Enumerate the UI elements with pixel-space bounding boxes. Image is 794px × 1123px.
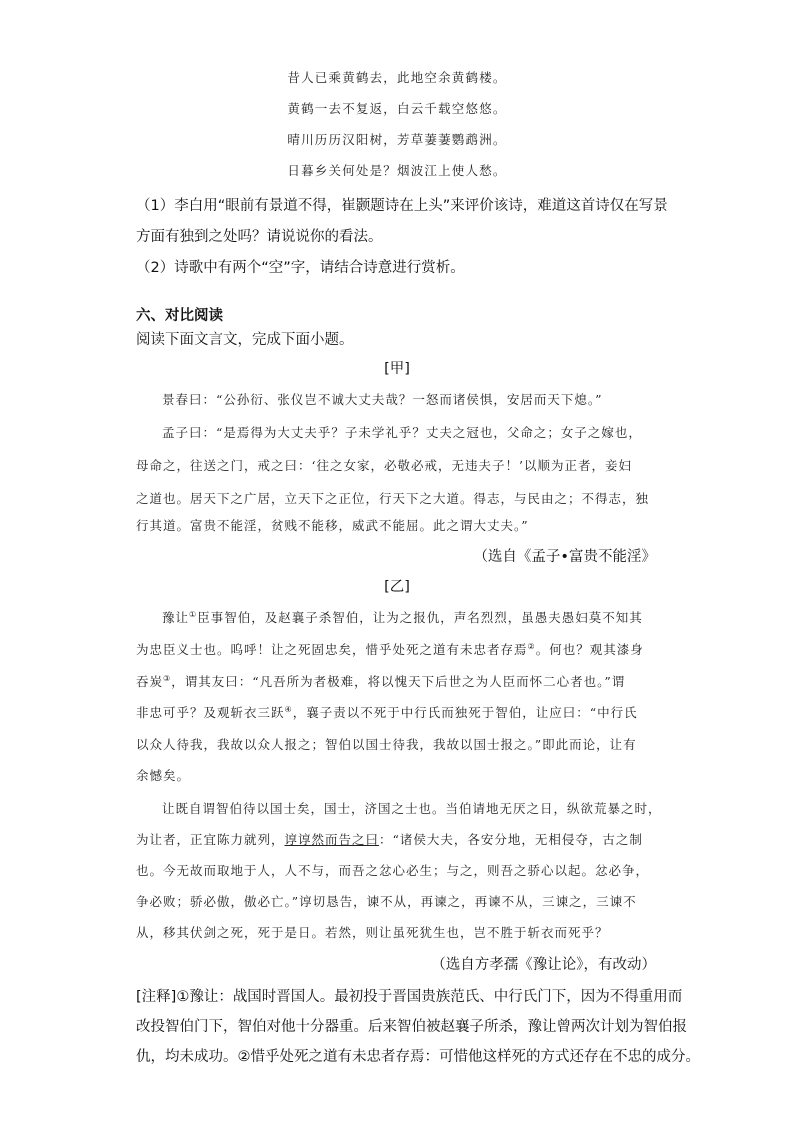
annotation-line: [注释]①豫让：战国时晋国人。最初投于晋国贵族范氏、中行氏门下，因为不得重用而 — [136, 989, 683, 1005]
passage-yi-line: 从，移其伏剑之死，死于是日。若然，则让虽死犹生也，岂不胜于斩衣而死乎？ — [136, 925, 609, 940]
passage-yi-line: 吞炭③，谓其友曰：“凡吾所为者极难，将以愧天下后世之为人臣而怀二心者也。”谓 — [136, 673, 626, 689]
annotation-line: 改投智伯门下，智伯对他十分器重。后来智伯被赵襄子所杀，豫让曾两次计划为智伯报 — [136, 1019, 687, 1035]
poem-line: 昔人已乘黄鹤去，此地空余黄鹤楼。 — [287, 70, 507, 85]
question-2: （2）诗歌中有两个“空”字，请结合诗意进行赏析。 — [136, 260, 465, 276]
passage-yi-source: （选自方孝孺《豫让论》，有改动） — [431, 957, 656, 973]
underlined-sentence: 谆谆然而告之曰 — [284, 832, 380, 847]
passage-yi-line: 非忠可乎？及观斩衣三跃④，襄子责以不死于中行氏而独死于智伯，让应曰：“中行氏 — [136, 704, 638, 720]
question-1: （1）李白用“眼前有景道不得，崔颢题诗在上头”来评价该诗，难道这首诗仅在写景 — [136, 198, 668, 214]
passage-yi-line: 争必败；骄必傲，傲必亡。”谆切恳告，谏不从，再谏之，再谏不从，三谏之，三谏不 — [136, 894, 637, 909]
passage-yi-line: 以众人待我，我故以众人报之；智伯以国士待我，我故以国士报之。”即此而论，让有 — [136, 737, 637, 752]
section-title: 六、对比阅读 — [136, 308, 223, 324]
passage-jia-source: （选自《孟子•富贵不能淫》 — [473, 549, 656, 565]
passage-yi-line: 让既自谓智伯待以国士矣，国士，济国之士也。当伯请地无厌之日，纵欲荒暴之时， — [162, 801, 662, 816]
passage-jia-line: 孟子曰：“是焉得为大丈夫乎？子未学礼乎？丈夫之冠也，父命之；女子之嫁也， — [162, 425, 642, 440]
passage-jia-line: 母命之，往送之门，戒之曰：‘往之女家，必敬必戒，无违夫子！’以顺为正者，妾妇 — [136, 458, 632, 473]
passage-yi-heading: [乙] — [384, 579, 410, 595]
section-instruction: 阅读下面文言文，完成下面小题。 — [136, 332, 354, 348]
passage-jia-line: 之道也。居天下之广居，立天下之正位，行天下之大道。得志，与民由之；不得志，独 — [136, 491, 650, 506]
passage-jia-line: 行其道。富贵不能淫，贫贱不能移，威武不能屈。此之谓大丈夫。” — [136, 518, 529, 533]
poem-line: 黄鹤一去不复返，白云千载空悠悠。 — [287, 101, 507, 116]
passage-yi-line: 为让者，正宜陈力就列，谆谆然而告之曰：“诸侯大夫，各安分地，无相侵夺，古之制 — [136, 832, 643, 847]
passage-yi-line: 为忠臣义士也。呜呼！让之死固忠矣，惜乎处死之道有未忠者存焉②。何也？观其漆身 — [136, 641, 644, 657]
passage-yi-line: 也。今无故而取地于人，人不与，而吾之忿心必生；与之，则吾之骄心以起。忿必争， — [136, 863, 650, 878]
passage-jia-heading: [甲] — [384, 361, 410, 377]
passage-jia-line: 景春曰：“公孙衍、张仪岂不诚大丈夫哉？一怒而诸侯惧，安居而天下熄。” — [162, 392, 603, 407]
question-1-cont: 方面有独到之处吗？请说说你的看法。 — [136, 229, 383, 245]
poem-line: 晴川历历汉阳树，芳草萋萋鹦鹉洲。 — [287, 132, 507, 147]
passage-yi-line: 豫让①臣事智伯，及赵襄子杀智伯，让为之报仇，声名烈烈，虽愚夫愚妇莫不知其 — [162, 609, 643, 625]
passage-yi-line: 余憾矣。 — [136, 768, 191, 783]
poem-line: 日暮乡关何处是？烟波江上使人愁。 — [287, 163, 507, 178]
annotation-line: 仇，均未成功。②惜乎处死之道有未忠者存焉：可惜他这样死的方式还存在不忠的成分。 — [136, 1049, 700, 1065]
